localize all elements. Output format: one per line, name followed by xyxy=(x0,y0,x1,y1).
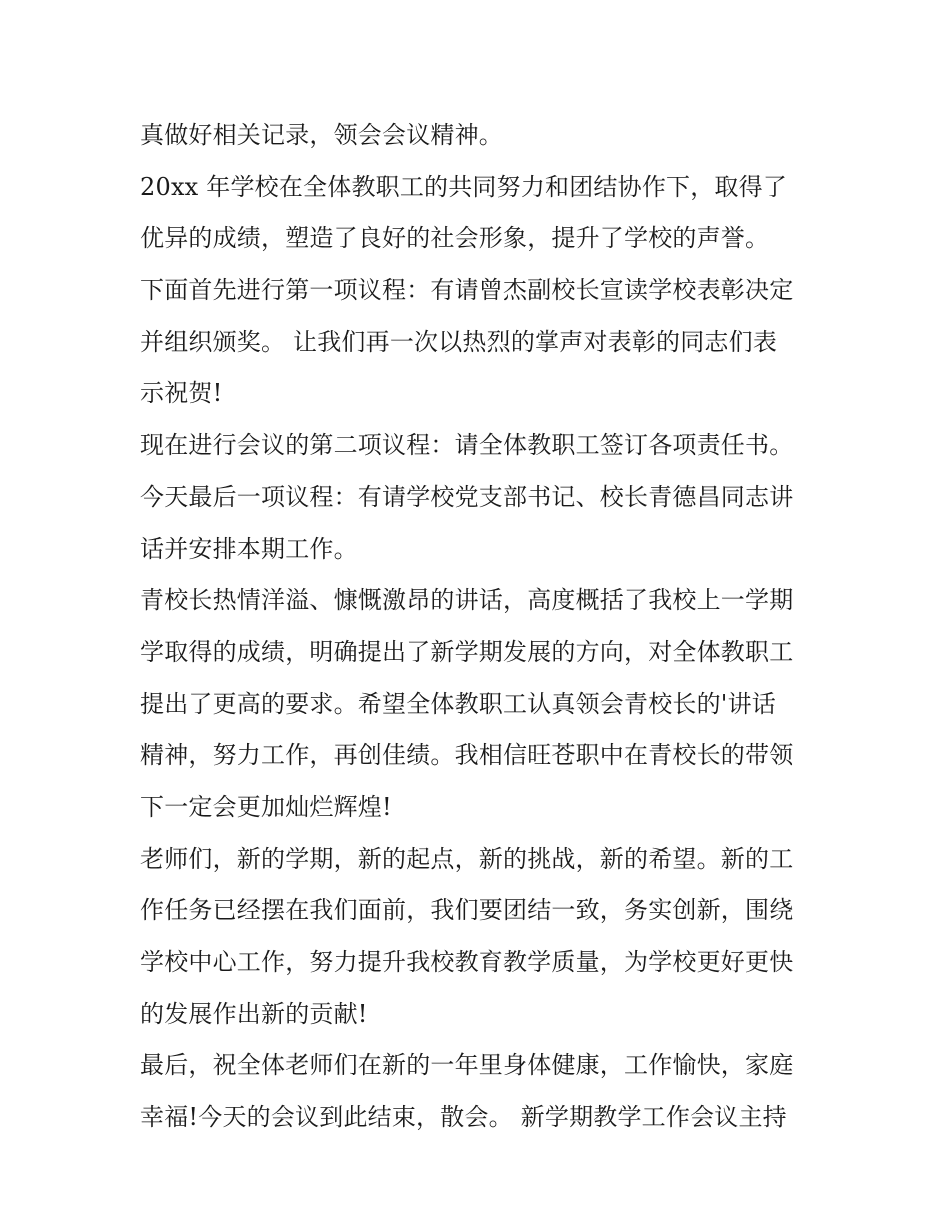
text-line: 真做好相关记录，领会会议精神。 xyxy=(140,121,503,149)
text-line: 现在进行会议的第二项议程：请全体教职工签订各项责任书。 xyxy=(140,431,794,460)
text-line: 的发展作出新的贡献! xyxy=(140,999,368,1028)
text-line: 下面首先进行第一项议程：有请曾杰副校长宣读学校表彰决定 xyxy=(140,276,794,305)
text-line: 老师们，新的学期，新的起点，新的挑战，新的希望。新的工 xyxy=(140,844,794,873)
text-line: 精神，努力工作，再创佳绩。我相信旺苍职中在青校长的带领 xyxy=(140,741,794,770)
text-line: 学校中心工作，努力提升我校教育教学质量，为学校更好更快 xyxy=(140,948,794,976)
text-line: 作任务已经摆在我们面前，我们要团结一致，务实创新，围绕 xyxy=(140,896,794,925)
text-line: 青校长热情洋溢、慷慨激昂的讲话，高度概括了我校上一学期 xyxy=(140,586,794,615)
text-line: 最后，祝全体老师们在新的一年里身体健康，工作愉快，家庭 xyxy=(140,1051,794,1080)
text-line: 下一定会更加灿烂辉煌! xyxy=(140,792,392,821)
text-line: 今天最后一项议程：有请学校党支部书记、校长青德昌同志讲 xyxy=(140,482,794,511)
document-body xyxy=(140,110,820,1144)
text-line: 20xx 年学校在全体教职工的共同努力和团结协作下，取得了 xyxy=(140,172,788,201)
text-line: 学取得的成绩，明确提出了新学期发展的方向，对全体教职工 xyxy=(140,637,794,666)
text-line: 示祝贺! xyxy=(140,379,223,408)
text-line: 提出了更高的要求。希望全体教职工认真领会青校长的'讲话 xyxy=(140,689,776,718)
text-line: 优异的成绩，塑造了良好的社会形象，提升了学校的声誉。 xyxy=(140,224,770,253)
text-line: 话并安排本期工作。 xyxy=(140,534,358,563)
text-line: 幸福!今天的会议到此结束，散会。 新学期教学工作会议主持 xyxy=(140,1103,787,1132)
text-line: 并组织颁奖。 让我们再一次以热烈的掌声对表彰的同志们表 xyxy=(140,327,778,356)
